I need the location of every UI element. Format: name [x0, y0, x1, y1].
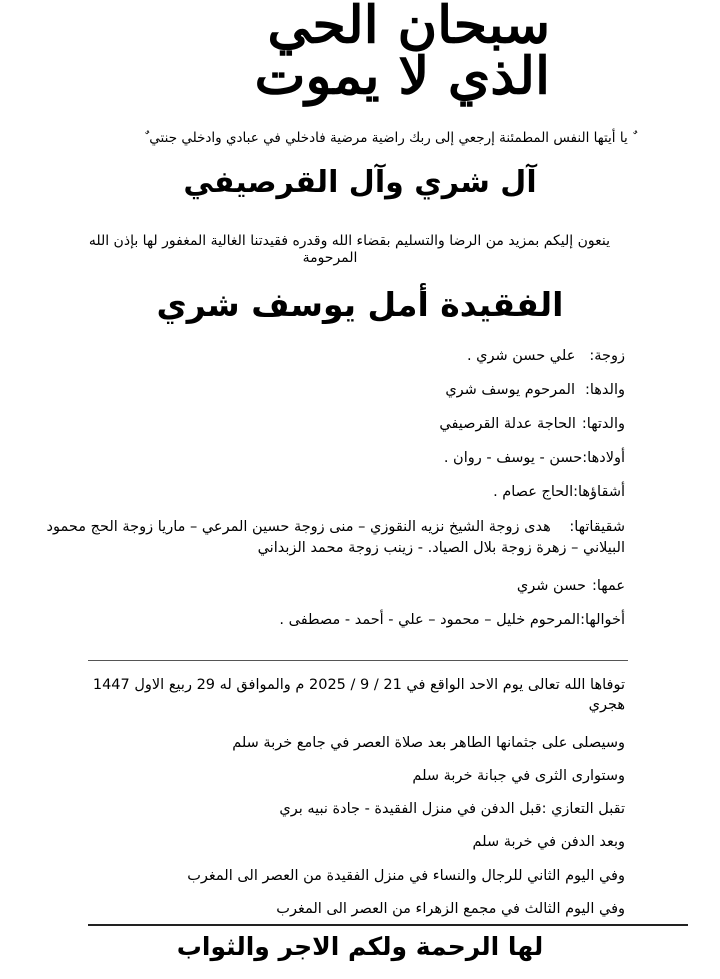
relative-sisters: [25, 517, 625, 559]
relative-mother: [439, 416, 625, 432]
relative-label: عمها:: [591, 578, 625, 594]
relative-brothers: [493, 484, 625, 500]
bottom-divider: [88, 924, 688, 926]
relative-uncle: [517, 578, 625, 594]
burial-info: وستوارى الثرى في جبانة خربة سلم: [412, 768, 625, 784]
relative-value: الحاجة عدلة القرصيفي: [439, 416, 576, 432]
relative-label: أشقاؤها:: [573, 484, 625, 500]
relative-label: أخوالها:: [580, 612, 625, 628]
relative-label: أولادها:: [582, 450, 625, 466]
relative-value: علي حسن شري .: [466, 348, 576, 364]
quran-verse: ٌ يا أيتها النفس المطمئنة إرجعي إلى ربك راضية مرضية فادخلي في عبادي وادخلي جنتي ٌ: [145, 130, 632, 146]
relative-value: حسن شري: [516, 578, 586, 594]
condolence-before: تقبل التعازي :قبل الدفن في منزل الفقيدة - جادة نبيه بري: [279, 801, 625, 817]
announcement-line2: المرحومة: [302, 249, 358, 266]
condolence-day3: وفي اليوم الثالث في مجمع الزهراء من العصر الى المغرب: [276, 901, 625, 917]
family-names: آل شري وآل القرصيفي: [183, 165, 537, 200]
condolence-day2: وفي اليوم الثاني للرجال والنساء في منزل الفقيدة من العصر الى المغرب: [187, 868, 625, 884]
relative-value: هدى زوجة الشيخ نزيه النقوزي – منى زوجة حسين المرعي – ماريا زوجة الحج محمود البيلاني – زهرة زوجة بلال الصياد. - زينب زوجة محمد الزبداني: [46, 519, 625, 557]
deceased-name: الفقيدة أمل يوسف شري: [156, 285, 564, 324]
announcement: [50, 233, 610, 267]
relative-children: [444, 450, 625, 466]
condolence-after: وبعد الدفن في خربة سلم: [472, 834, 625, 850]
prayer-info: وسيصلى على جثمانها الطاهر بعد صلاة العصر في جامع خربة سلم: [232, 735, 625, 751]
divider: [88, 660, 628, 661]
relative-label: شقيقاتها:: [569, 519, 625, 535]
relative-husband: [467, 348, 625, 364]
relative-value: المرحوم يوسف شري: [445, 382, 575, 398]
announcement-line1: ينعون إليكم بمزيد من الرضا والتسليم بقضاء الله وقدره فقيدتنا الغالية المغفور لها بإذن الله: [88, 233, 610, 249]
calligraphy-header: [190, 0, 550, 107]
relative-value: المرحوم خليل – محمود – علي - أحمد - مصطفى .: [279, 612, 581, 628]
relative-father: [445, 382, 625, 398]
relative-value: حسن - يوسف - روان .: [443, 450, 583, 466]
relative-label: والدها:: [584, 382, 625, 398]
relative-label: والدتها:: [581, 416, 625, 432]
closing-prayer: لها الرحمة ولكم الاجر والثواب: [176, 932, 544, 961]
death-info: توفاها الله تعالى يوم الاحد الواقع في 21 / 9 / 2025 م والموافق له 29 ربيع الاول 1447 هجري: [92, 677, 625, 714]
relative-value: الحاج عصام .: [493, 484, 574, 500]
calligraphy-text: سبحان الحي الذي لا يموت: [254, 0, 550, 107]
relative-maternal-uncles: [279, 612, 625, 628]
relative-label: زوجة:: [589, 348, 625, 364]
